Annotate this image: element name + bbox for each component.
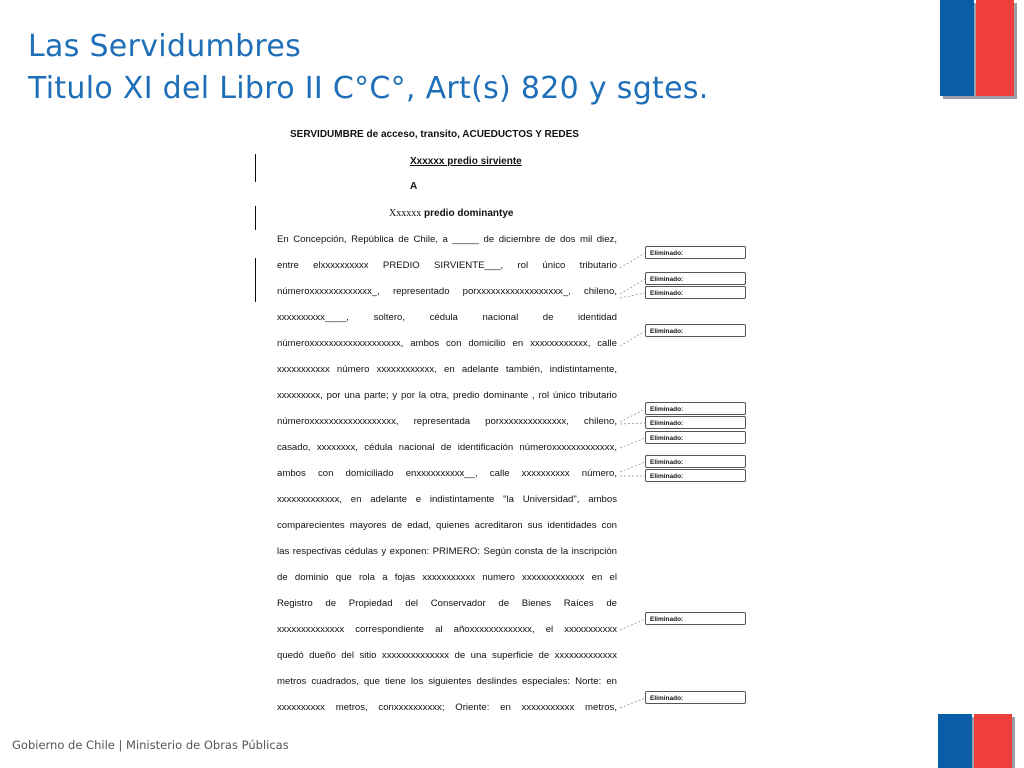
footer-text: Gobierno de Chile | Ministerio de Obras Públicas bbox=[12, 738, 289, 752]
doc-line: xxxxxxxxxxxxxx correspondiente al añoxxxxxxxxxxxxx, el xxxxxxxxxxx bbox=[277, 624, 617, 635]
doc-line: las respectivas cédulas y exponen: PRIMERO: Según consta de la inscripción bbox=[277, 546, 617, 557]
doc-line: casado, xxxxxxxx, cédula nacional de identificación númeroxxxxxxxxxxxxx, bbox=[277, 442, 617, 453]
chile-flag-logo-bottom bbox=[938, 714, 1018, 768]
doc-line: comparecientes mayores de edad, quienes acreditaron sus identidades con bbox=[277, 520, 617, 531]
doc-line: Registro de Propiedad del Conservador de Bienes Raíces de bbox=[277, 598, 617, 609]
doc-line: ambos con domiciliado enxxxxxxxxxx__, calle xxxxxxxxxx número, bbox=[277, 468, 617, 479]
title-line-2: Titulo XI del Libro II C°C°, Art(s) 820 y sgtes. bbox=[28, 71, 709, 106]
slide-title bbox=[28, 26, 709, 110]
comment-box: Eliminado: bbox=[645, 431, 746, 444]
comment-box: Eliminado: bbox=[645, 286, 746, 299]
comment-box: Eliminado: bbox=[645, 416, 746, 429]
comment-box: Eliminado: bbox=[645, 612, 746, 625]
doc-line: númeroxxxxxxxxxxxxxxxxxx, representada porxxxxxxxxxxxxxx, chileno, bbox=[277, 416, 617, 427]
doc-line: xxxxxxxxx, por una parte; y por la otra, predio dominante , rol único tributario bbox=[277, 390, 617, 401]
comment-box: Eliminado: bbox=[645, 691, 746, 704]
doc-line: entre elxxxxxxxxxx PREDIO SIRVIENTE___, rol único tributario bbox=[277, 260, 617, 271]
document-excerpt bbox=[255, 124, 755, 722]
comment-box: Eliminado: bbox=[645, 402, 746, 415]
a-heading: A bbox=[410, 181, 418, 192]
comment-box: Eliminado: bbox=[645, 246, 746, 259]
comment-box: Eliminado: bbox=[645, 272, 746, 285]
doc-line: númeroxxxxxxxxxxxxxxxxxxx, ambos con domicilio en xxxxxxxxxxxx, calle bbox=[277, 338, 617, 349]
servient-property-heading: Xxxxxx predio sirviente bbox=[410, 156, 522, 167]
comment-box: Eliminado: bbox=[645, 469, 746, 482]
doc-line: quedó dueño del sitio xxxxxxxxxxxxxx de una superficie de xxxxxxxxxxxxx bbox=[277, 650, 617, 661]
dominant-placeholder: Xxxxxx bbox=[389, 208, 422, 219]
doc-line: de dominio que rola a fojas xxxxxxxxxxx numero xxxxxxxxxxxxx en el bbox=[277, 572, 617, 583]
doc-line: xxxxxxxxxx metros, conxxxxxxxxxx; Oriente: en xxxxxxxxxxx metros, bbox=[277, 702, 617, 713]
chile-flag-logo-top bbox=[940, 0, 1020, 100]
doc-line: xxxxxxxxxx____, soltero, cédula nacional de identidad bbox=[277, 312, 617, 323]
title-line-1: Las Servidumbres bbox=[28, 29, 302, 64]
doc-line: xxxxxxxxxxx número xxxxxxxxxxxx, en adelante también, indistintamente, bbox=[277, 364, 617, 375]
document-heading: SERVIDUMBRE de acceso, transito, ACUEDUCTOS Y REDES bbox=[290, 129, 579, 140]
doc-line: númeroxxxxxxxxxxxxx_, representado porxxxxxxxxxxxxxxxxxx_, chileno, bbox=[277, 286, 617, 297]
comment-box: Eliminado: bbox=[645, 455, 746, 468]
comment-box: Eliminado: bbox=[645, 324, 746, 337]
doc-line: En Concepción, República de Chile, a _____ de diciembre de dos mil diez, bbox=[277, 234, 617, 245]
dominant-label: predio dominantye bbox=[421, 208, 514, 219]
doc-line: xxxxxxxxxxxxx, en adelante e indistintamente "la Universidad", ambos bbox=[277, 494, 617, 505]
doc-line: metros cuadrados, que tiene los siguientes deslindes especiales: Norte: en bbox=[277, 676, 617, 687]
